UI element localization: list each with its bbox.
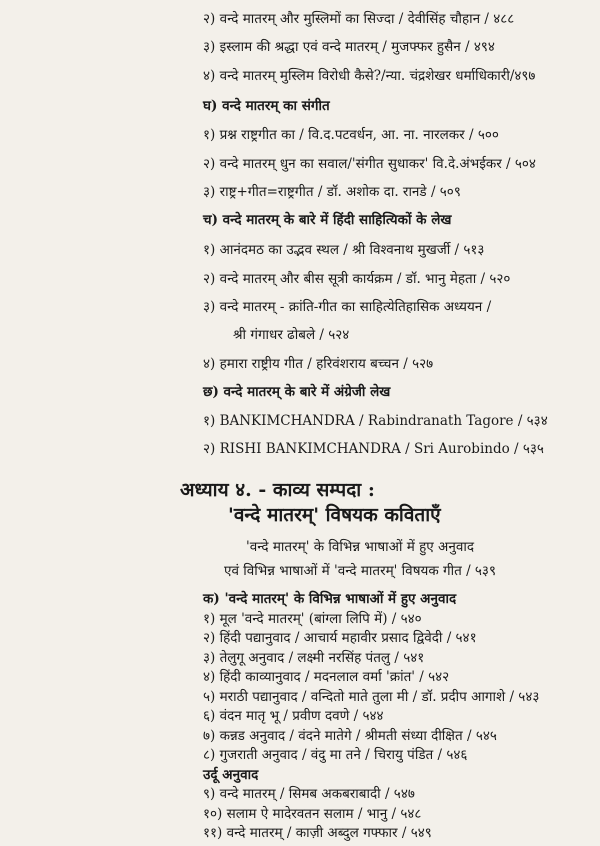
toc-entry: १) मूल 'वन्दे मातरम्' (बांग्ला लिपि में) / ५४० xyxy=(203,610,422,627)
toc-entry-continuation: श्री गंगाधर ढोबले / ५२४ xyxy=(233,327,350,343)
toc-entry: ३) तेलुगू अनुवाद / लक्ष्मी नरसिंह पंतलु / ५४१ xyxy=(203,649,425,666)
toc-entry: २) वन्दे मातरम् और मुस्लिमों का सिज्दा / देवीसिंह चौहान / ४८८ xyxy=(203,11,515,27)
chapter-intro: 'वन्दे मातरम्' के विभिन्न भाषाओं में हुए अनुवाद xyxy=(246,539,474,555)
toc-entry: ७) कन्नड अनुवाद / वंदने मातेगे / श्रीमती संध्या दीक्षित / ५४५ xyxy=(203,727,497,744)
toc-entry: ५) मराठी पद्यानुवाद / वन्दितो माते तुला मी / डॉ. प्रदीप आगाशे / ५४३ xyxy=(203,688,540,705)
chapter-subtitle: 'वन्दे मातरम्' विषयक कविताएँ xyxy=(228,504,441,526)
toc-entry: ४) हमारा राष्ट्रीय गीत / हरिवंशराय बच्चन / ५२७ xyxy=(203,356,434,372)
toc-entry: ९) वन्दे मातरम् / सिमब अकबराबादी / ५४७ xyxy=(203,786,415,802)
section-heading: छ) वन्दे मातरम् के बारे में अंग्रेजी लेख xyxy=(203,384,391,400)
chapter-intro: एवं विभिन्न भाषाओं में 'वन्दे मातरम्' विषयक गीत / ५३९ xyxy=(224,563,496,579)
section-heading: क) 'वन्दे मातरम्' के विभिन्न भाषाओं में हुए अनुवाद xyxy=(203,591,457,607)
toc-entry: ८) गुजराती अनुवाद / वंदु मा तने / चिरायु पंडित / ५४६ xyxy=(203,747,468,763)
toc-entry: ६) वंदन मातृ भू / प्रवीण दवणे / ५४४ xyxy=(203,708,384,724)
toc-entry: १) प्रश्न राष्ट्रगीत का / वि.द.पटवर्धन, आ. ना. नारलकर / ५०० xyxy=(203,127,499,143)
section-heading: घ) वन्दे मातरम् का संगीत xyxy=(203,98,330,114)
toc-entry: २) वन्दे मातरम् धुन का सवाल/'संगीत सुधाकर' वि.दे.अंभईकर / ५०४ xyxy=(203,156,536,172)
toc-entry: ३) इस्लाम की श्रद्धा एवं वन्दे मातरम् / मुजफ्फर हुसैन / ४९४ xyxy=(203,39,495,55)
toc-entry: १) BANKIMCHANDRA / Rabindranath Tagore / ५३४ xyxy=(203,413,548,429)
toc-entry: १) आनंदमठ का उद्भव स्थल / श्री विश्वनाथ मुखर्जी / ५१३ xyxy=(203,242,485,258)
toc-entry: ३) राष्ट्र+गीत=राष्ट्रगीत / डॉ. अशोक दा. रानडे / ५०९ xyxy=(203,184,461,200)
toc-entry: २) RISHI BANKIMCHANDRA / Sri Aurobindo / ५३५ xyxy=(203,441,544,457)
section-heading: च) वन्दे मातरम् के बारे में हिंदी साहित्यिकों के लेख xyxy=(203,212,452,228)
toc-entry: २) हिंदी पद्यानुवाद / आचार्य महावीर प्रसाद द्विवेदी / ५४१ xyxy=(203,630,477,646)
toc-entry: ३) वन्दे मातरम् - क्रांति-गीत का साहित्येतिहासिक अध्ययन / xyxy=(203,299,492,315)
toc-entry: २) वन्दे मातरम् और बीस सूत्री कार्यक्रम / डॉ. भानु मेहता / ५२० xyxy=(203,271,511,287)
toc-entry: ४) हिंदी काव्यानुवाद / मदनलाल वर्मा 'क्रांत' / ५४२ xyxy=(203,669,450,685)
chapter-title: अध्याय ४. - काव्य सम्पदा : xyxy=(180,479,375,501)
toc-entry: ४) वन्दे मातरम् मुस्लिम विरोधी कैसे?/न्या. चंद्रशेखर धर्माधिकारी/४९७ xyxy=(203,68,536,84)
toc-entry: ११) वन्दे मातरम् / काज़ी अब्दुल गफ्फार / ५४९ xyxy=(203,825,432,841)
section-heading: उर्दू अनुवाद xyxy=(203,766,259,783)
toc-entry: १०) सलाम ऐ मादेरवतन सलाम / भानु / ५४८ xyxy=(203,805,422,822)
